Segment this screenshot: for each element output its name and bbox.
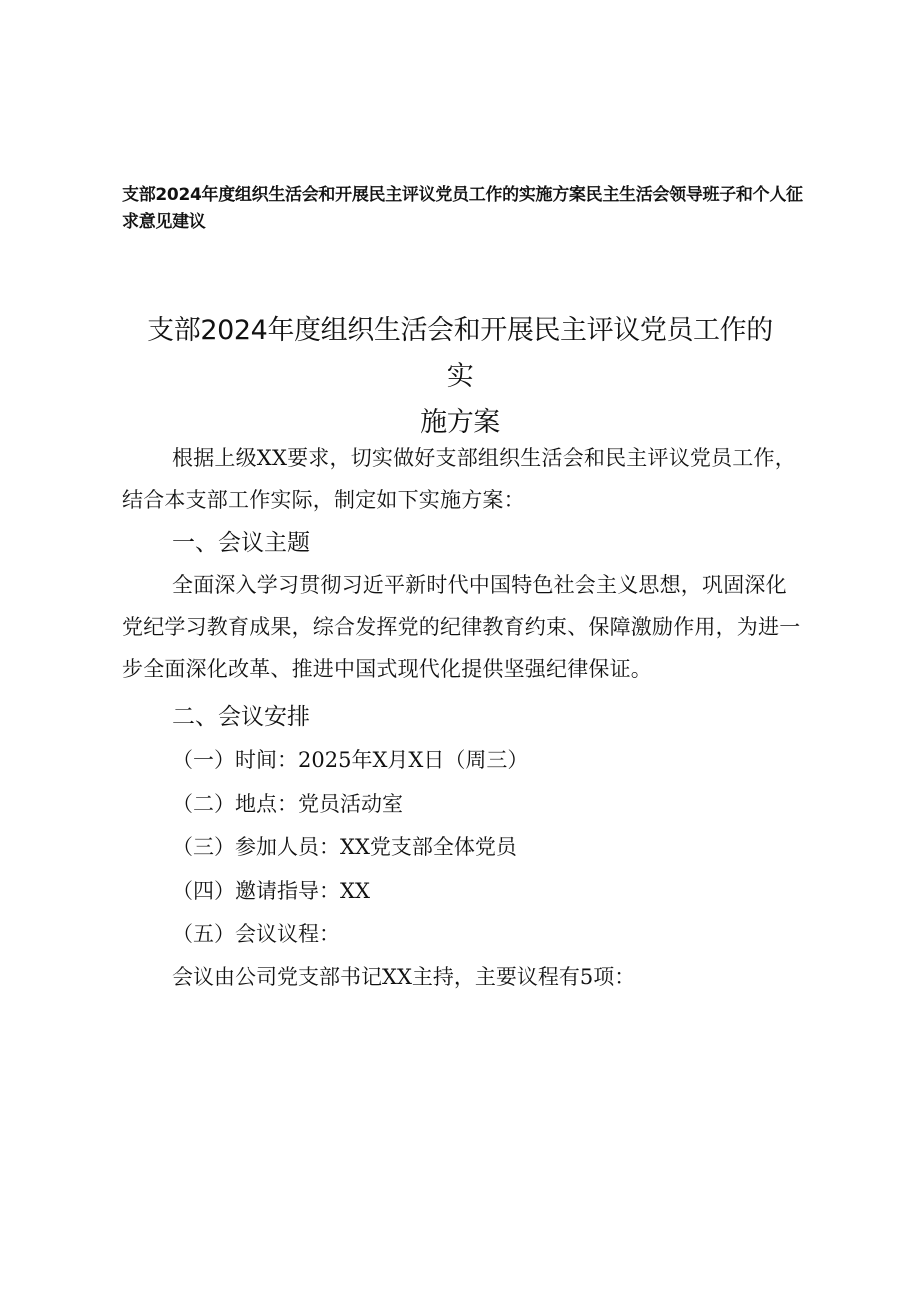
main-title-line-2: 施方案: [420, 407, 500, 438]
section-1-body-block: [122, 564, 802, 690]
main-title-line-1: 支部2024年度组织生活会和开展民主评议党员工作的实: [147, 315, 773, 392]
intro-paragraph-block: [122, 437, 802, 521]
section-2-heading: 二、会议安排: [172, 704, 310, 730]
arrangement-item-guidance: （四）邀请指导：XX: [172, 879, 370, 903]
arrangement-item-time: （一）时间：2025年X月X日（周三）: [172, 748, 529, 772]
agenda-intro: 会议由公司党支部书记XX主持，主要议程有5项：: [172, 965, 636, 989]
arrangement-item-agenda: （五）会议议程：: [172, 922, 340, 946]
section-1-heading: 一、会议主题: [172, 530, 310, 556]
document-main-title: [140, 308, 780, 446]
arrangement-item-participants: （三）参加人员：XX党支部全体党员: [172, 835, 517, 859]
arrangement-item-location: （二）地点：党员活动室: [172, 792, 403, 816]
intro-paragraph: 根据上级XX要求，切实做好支部组织生活会和民主评议党员工作，结合本支部工作实际，制定如下实施方案：: [122, 446, 796, 512]
section-1-body: 全面深入学习贯彻习近平新时代中国特色社会主义思想，巩固深化党纪学习教育成果，综合发挥党的纪律教育约束、保障激励作用，为进一步全面深化改革、推进中国式现代化提供坚强纪律保证。: [122, 573, 801, 681]
document-top-title: 支部2024年度组织生活会和开展民主评议党员工作的实施方案民主生活会领导班子和个人征求意见建议: [122, 185, 803, 232]
